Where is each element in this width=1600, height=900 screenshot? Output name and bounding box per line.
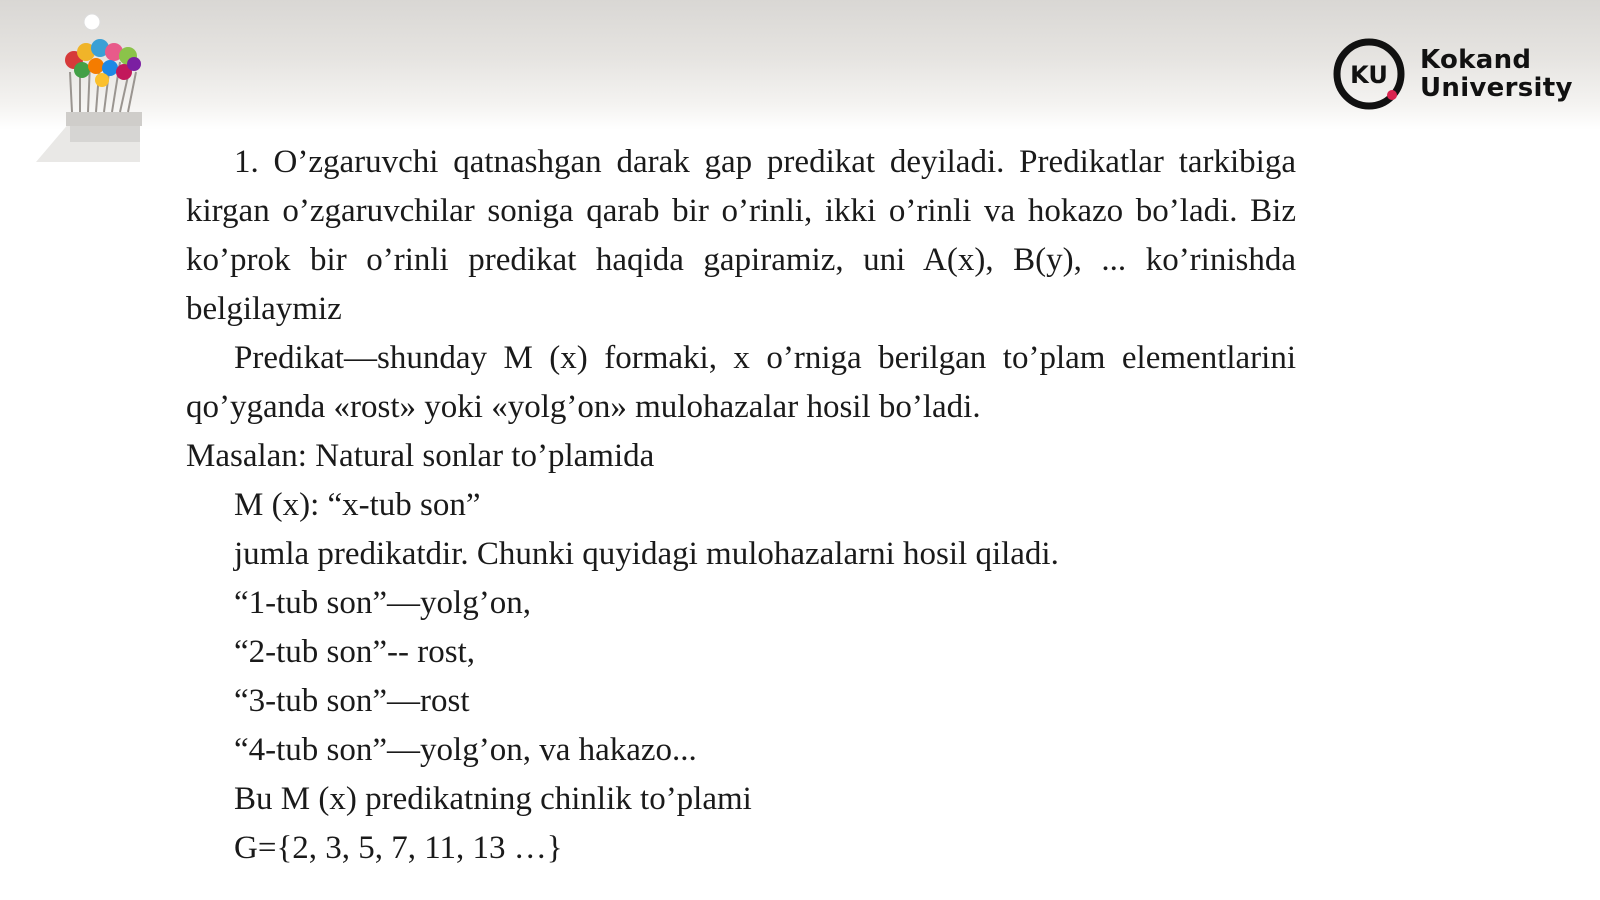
slide-body	[186, 138, 1296, 873]
example-item: “2-tub son”-- rost,	[234, 634, 476, 670]
truth-set: G={2, 3, 5, 7, 11, 13 …}	[234, 830, 563, 866]
logo-mark-text: KU	[1350, 61, 1388, 89]
logo-accent-dot	[1387, 90, 1397, 100]
example-item: “4-tub son”—yolg’on, va hakazo...	[234, 732, 697, 768]
explanation-line: jumla predikatdir. Chunki quyidagi mulohazalarni hosil qiladi.	[234, 536, 1059, 572]
paragraph-definition: 1. O’zgaruvchi qatnashgan darak gap predikat deyiladi. Predikatlar tarkibiga kirgan o’zgaruvchilar soniga qarab bir o’rinli, ikki o’rinli va hokazo bo’ladi. Biz ko’prok bir o’rinli predikat haqida gapiramiz, uni A(x), B(y), ... ko’rinishda belgilaymiz	[186, 144, 1296, 327]
example-item: “1-tub son”—yolg’on,	[234, 585, 531, 621]
truth-set-label: Bu M (x) predikatning chinlik to’plami	[234, 781, 752, 817]
logo-line2: University	[1420, 73, 1573, 103]
predicate-statement: M (x): “x-tub son”	[234, 487, 481, 523]
paragraph-predicate-definition: Predikat—shunday M (x) formaki, x o’rniga berilgan to’plam elementlarini qo’yganda «rost» yoki «yolg’on» mulohazalar hosil bo’ladi.	[186, 340, 1296, 425]
example-item: “3-tub son”—rost	[234, 683, 470, 719]
logo-line1: Kokand	[1420, 45, 1532, 75]
balloon-pencils-decoration-icon	[30, 12, 170, 172]
logo-wordmark	[1420, 46, 1573, 102]
kokand-university-logo	[1332, 36, 1582, 112]
example-intro: Masalan: Natural sonlar to’plamida	[186, 438, 655, 474]
ku-logo-icon	[1332, 37, 1406, 111]
